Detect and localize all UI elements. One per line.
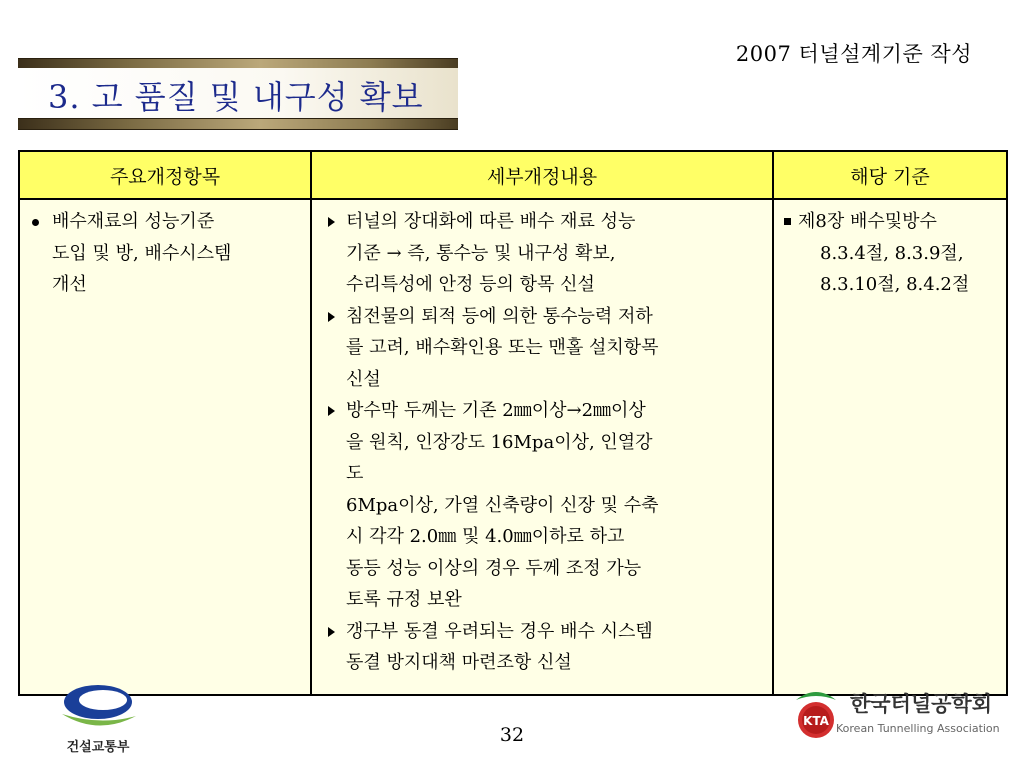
item-line: 기준 → 즉, 통수능 및 내구성 확보, xyxy=(346,242,616,264)
item-line: 갱구부 동결 우려되는 경우 배수 시스템 xyxy=(346,620,653,642)
item-line: 배수재료의 성능기준 xyxy=(52,211,215,232)
revision-table xyxy=(18,150,1008,696)
kta-badge-text: KTA xyxy=(803,714,829,728)
cell-detail-revision xyxy=(311,199,773,695)
list-item xyxy=(318,616,766,679)
kta-logo xyxy=(788,686,1018,746)
table-row xyxy=(19,199,1007,695)
item-line: 수리특성에 안정 등의 항목 신설 xyxy=(346,274,595,295)
kta-english-name: Korean Tunnelling Association xyxy=(836,722,1000,735)
moct-logo xyxy=(48,680,148,760)
list-item xyxy=(318,395,766,616)
item-line: 개선 xyxy=(52,274,87,295)
item-line: 침전물의 퇴적 등에 의한 통수능력 저하 xyxy=(346,305,653,327)
item-line: 터널의 장대화에 따른 배수 재료 성능 xyxy=(346,211,636,232)
item-line: 를 고려, 배수확인용 또는 맨홀 설치항목 xyxy=(346,337,659,358)
main-revision-list xyxy=(26,206,304,301)
table-header-row xyxy=(19,151,1007,199)
header-applicable-standard: 해당 기준 xyxy=(773,151,1007,199)
list-item xyxy=(318,301,766,396)
header-detail-revision: 세부개정내용 xyxy=(311,151,773,199)
list-item xyxy=(26,206,304,301)
item-line: 을 원칙, 인장강도 16Mpa이상, 인열강 xyxy=(346,431,653,453)
list-item xyxy=(318,206,766,301)
item-line: 도입 및 방, 배수시스템 xyxy=(52,242,232,264)
item-line: 8.3.10절, 8.4.2절 xyxy=(820,274,970,295)
item-line: 6Mpa이상, 가열 신축량이 신장 및 수축 xyxy=(346,494,659,516)
item-line: 방수막 두께는 기존 2㎜이상→2㎜이상 xyxy=(346,400,646,421)
item-line: 도 xyxy=(346,463,364,484)
detail-revision-list xyxy=(318,206,766,679)
cell-applicable-standard xyxy=(773,199,1007,695)
section-title: 3. 고 품질 및 내구성 확보 xyxy=(48,78,424,116)
item-line: 시 각각 2.0㎜ 및 4.0㎜이하로 하고 xyxy=(346,526,625,547)
title-bar-bottom xyxy=(18,118,458,130)
header-main-revision-item: 주요개정항목 xyxy=(19,151,311,199)
item-line: 신설 xyxy=(346,368,381,390)
item-line: 제8장 배수및방수 xyxy=(798,211,937,232)
document-header-title: 2007 터널설계기준 작성 xyxy=(735,42,972,66)
kta-name: 한국터널공학회 xyxy=(850,692,993,716)
section-title-banner xyxy=(18,58,458,130)
applicable-standard-list xyxy=(780,206,1000,301)
list-item xyxy=(780,206,1000,301)
moct-logo-caption: 건설교통부 xyxy=(66,740,130,755)
item-line: 동결 방지대책 마련조항 신설 xyxy=(346,652,572,673)
page-number: 32 xyxy=(499,724,525,746)
cell-main-revision-item xyxy=(19,199,311,695)
item-line: 8.3.4절, 8.3.9절, xyxy=(820,242,964,264)
item-line: 토록 규정 보완 xyxy=(346,589,462,610)
item-line: 동등 성능 이상의 경우 두께 조정 가능 xyxy=(346,557,642,579)
